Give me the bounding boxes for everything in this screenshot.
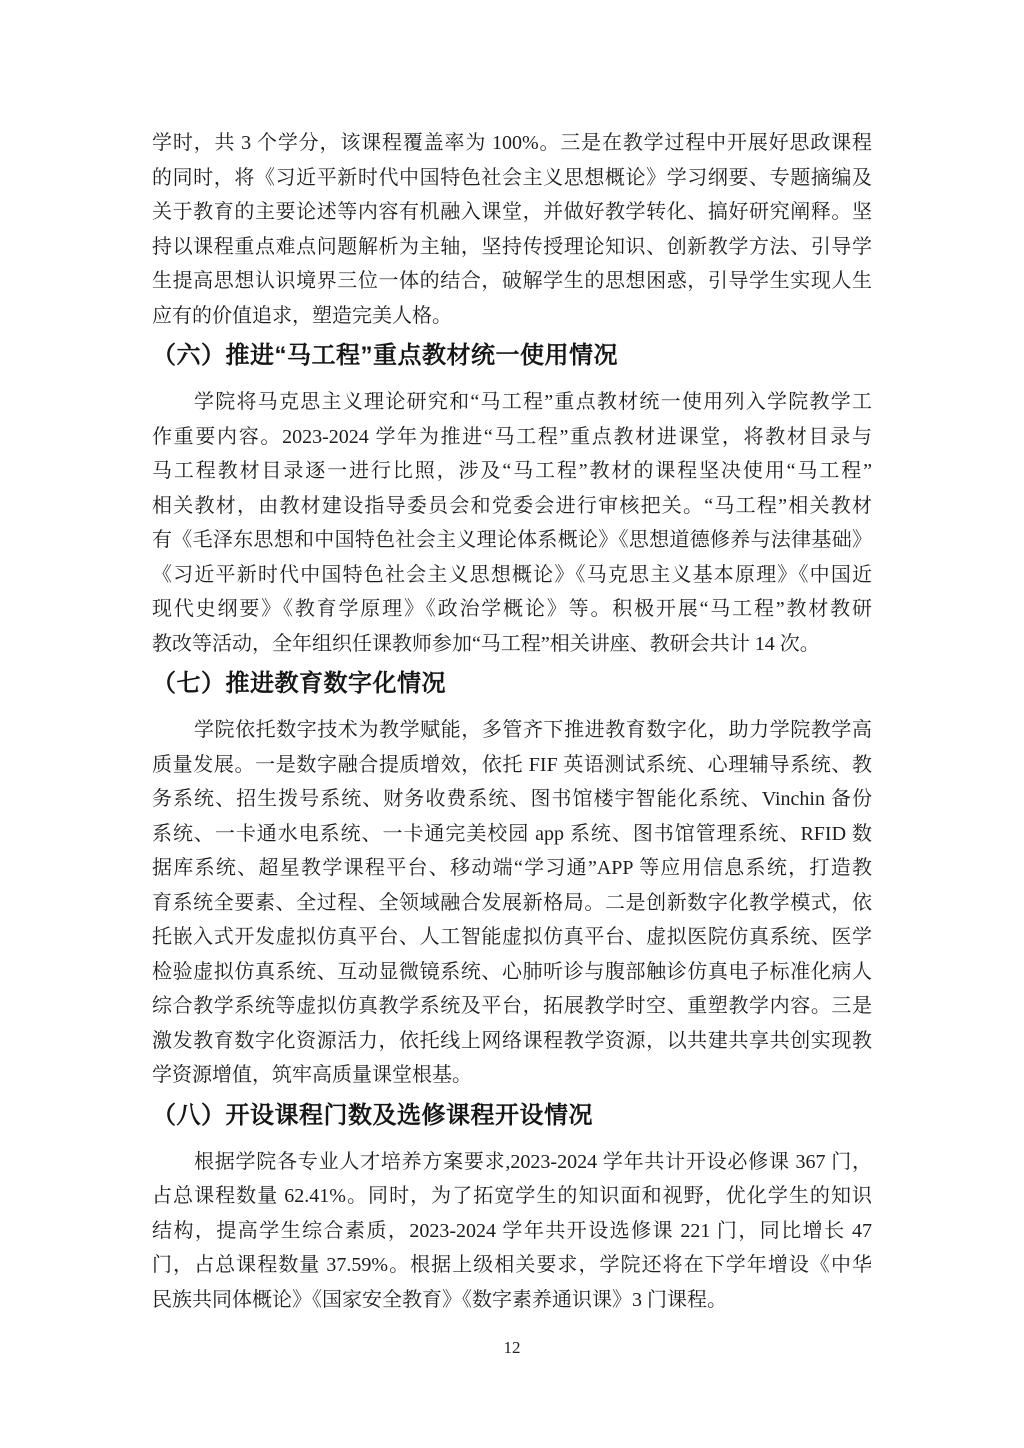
text-line: 马工程教材目录逐一进行比照，涉及“马工程”教材的课程坚决使用“马工程” [152, 460, 872, 482]
text-line: 根据学院各专业人才培养方案要求,2023-2024 学年共计开设必修课 367 门， [194, 1150, 872, 1173]
text-line: 《习近平新时代中国特色社会主义思想概论》《马克思主义基本原理》《中国近 [152, 563, 872, 586]
text-line: 占总课程数量 62.41%。同时，为了拓宽学生的知识面和视野，优化学生的知识 [152, 1185, 872, 1207]
text-line: 务系统、招生拨号系统、财务收费系统、图书馆楼宇智能化系统、Vinchin 备份 [152, 788, 872, 810]
paragraph [152, 713, 872, 1093]
text-line: 系统、一卡通水电系统、一卡通完美校园 app 系统、图书馆管理系统、RFID 数 [152, 822, 872, 845]
text-line: 持以课程重点难点问题解析为主轴，坚持传授理论知识、创新教学方法、引导学 [152, 235, 872, 258]
text-line: 门，占总课程数量 37.59%。根据上级相关要求，学院还将在下学年增设《中华 [152, 1254, 872, 1276]
section-heading: （七）推进教育数字化情况 [152, 670, 446, 697]
text-line: 学院将马克思主义理论研究和“马工程”重点教材统一使用列入学院教学工 [194, 391, 872, 413]
text-line: 有《毛泽东思想和中国特色社会主义理论体系概论》《思想道德修养与法律基础》 [152, 529, 872, 551]
text-line: 质量发展。一是数字融合提质增效，依托 FIF 英语测试系统、心理辅导系统、教 [152, 753, 872, 776]
paragraph [152, 1145, 872, 1318]
paragraph [152, 385, 872, 661]
text-line: 学院依托数字技术为教学赋能，多管齐下推进教育数字化，助力学院教学高 [194, 719, 872, 741]
text-line: 激发教育数字化资源活力，依托线上网络课程教学资源，以共建共享共创实现教 [152, 1029, 872, 1052]
text-line: 托嵌入式开发虚拟仿真平台、人工智能虚拟仿真平台、虚拟医院仿真系统、医学 [152, 926, 872, 948]
text-line: 据库系统、超星教学课程平台、移动端“学习通”APP 等应用信息系统，打造教 [152, 857, 872, 879]
section-heading: （六）推进“马工程”重点教材统一使用情况 [152, 342, 618, 369]
text-line: 学时，共 3 个学分，该课程覆盖率为 100%。三是在教学过程中开展好思政课程 [152, 132, 872, 154]
section-heading: （八）开设课程门数及选修课程开设情况 [152, 1101, 593, 1129]
document-body [152, 126, 872, 1317]
page-number: 12 [503, 1338, 521, 1357]
text-line: 应有的价值追求，塑造完美人格。 [152, 304, 452, 327]
text-line: 作重要内容。2023-2024 学年为推进“马工程”重点教材进课堂，将教材目录与 [152, 425, 872, 448]
paragraph [152, 126, 872, 333]
text-line: 相关教材，由教材建设指导委员会和党委会进行审核把关。“马工程”相关教材 [152, 494, 872, 517]
text-line: 检验虚拟仿真系统、互动显微镜系统、心肺听诊与腹部触诊仿真电子标准化病人 [152, 960, 872, 983]
text-line: 的同时，将《习近平新时代中国特色社会主义思想概论》学习纲要、专题摘编及 [152, 166, 872, 189]
text-line: 综合教学系统等虚拟仿真教学系统及平台，拓展教学时空、重塑教学内容。三是 [152, 995, 872, 1017]
text-line: 学资源增值，筑牢高质量课堂根基。 [152, 1064, 472, 1086]
text-line: 民族共同体概论》《国家安全教育》《数字素养通识课》3 门课程。 [152, 1288, 727, 1311]
text-line: 教改等活动，全年组织任课教师参加“马工程”相关讲座、教研会共计 14 次。 [152, 632, 820, 655]
text-line: 生提高思想认识境界三位一体的结合，破解学生的思想困惑，引导学生实现人生 [152, 270, 872, 292]
text-line: 关于教育的主要论述等内容有机融入课堂，并做好教学转化、搞好研究阐释。坚 [152, 201, 872, 223]
text-line: 现代史纲要》《教育学原理》《政治学概论》等。积极开展“马工程”教材教研 [152, 598, 872, 620]
text-line: 育系统全要素、全过程、全领域融合发展新格局。二是创新数字化教学模式，依 [152, 891, 872, 914]
text-line: 结构，提高学生综合素质，2023-2024 学年共开设选修课 221 门，同比增长 47 [152, 1219, 872, 1242]
